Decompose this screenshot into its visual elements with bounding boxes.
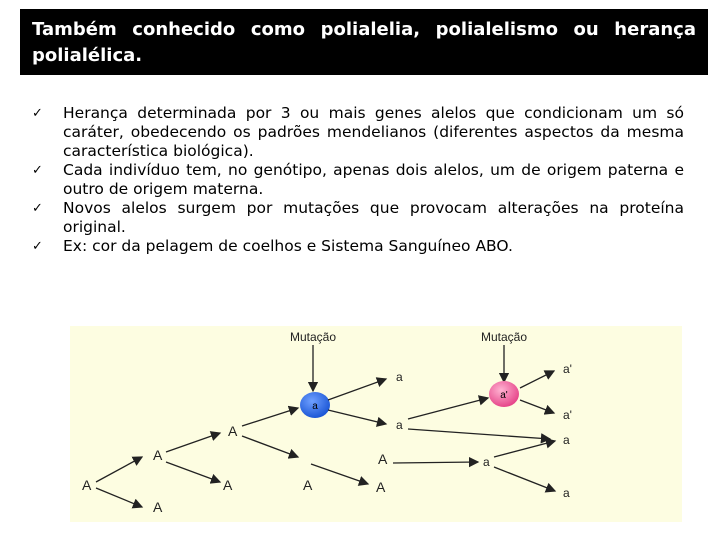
bullet-item [30,161,684,199]
branch-arrow [393,462,478,463]
bullet-text: Ex: cor da pelagem de coelhos e Sistema Sanguíneo ABO. [63,237,513,255]
branch-arrow [96,457,142,482]
allele-mutation-diagram [70,326,682,522]
branch-arrow [520,371,554,388]
bullet-item [30,237,684,256]
allele-label: A [223,477,233,493]
allele-label: a' [563,362,572,376]
branch-arrow [408,398,488,419]
allele-label: a [396,418,403,432]
allele-label: A [228,423,238,439]
allele-label: a [396,370,403,384]
bullet-item [30,199,684,237]
allele-label: a [483,455,490,469]
bullet-list [30,104,684,256]
branch-arrow [494,467,555,491]
branch-arrow [242,436,298,457]
slide-title-text: Também conhecido como polialelia, polialelismo ou herança polialélica. [32,19,696,66]
branch-arrow [408,429,550,439]
bullet-text: Novos alelos surgem por mutações que provocam alterações na proteína original. [63,199,684,236]
slide-title [20,9,708,75]
circle-label: a [312,401,318,412]
branch-arrow [166,462,220,482]
allele-label: a' [563,408,572,422]
bullet-text: Cada indivíduo tem, no genótipo, apenas dois alelos, um de origem paterna e outro de origem materna. [63,161,684,198]
bullet-text: Herança determinada por 3 ou mais genes alelos que condicionam um só caráter, obedecendo os padrões mendelianos (diferentes aspectos da mesma característica biológica). [63,104,684,160]
check-icon: ✓ [32,106,43,121]
mutation-label: Mutação [289,330,337,344]
allele-label: a [563,433,570,447]
allele-label: A [378,451,388,467]
circle-label: a' [500,390,508,401]
diagram-svg [70,326,682,522]
check-icon: ✓ [32,239,43,254]
branch-arrow [520,400,554,413]
allele-label: A [82,477,92,493]
allele-label: A [153,447,163,463]
branch-arrow [328,379,386,400]
bullet-item [30,104,684,161]
branch-arrow [96,488,142,507]
branch-arrow [166,433,220,452]
mutation-label: Mutação [480,330,528,344]
branch-arrow [242,408,298,426]
allele-label: A [303,477,313,493]
check-icon: ✓ [32,201,43,216]
check-icon: ✓ [32,163,43,178]
allele-label: a [563,486,570,500]
branch-arrow [328,410,386,424]
branch-arrow [311,464,368,484]
branch-arrow [494,441,555,457]
allele-label: A [376,479,386,495]
allele-label: A [153,499,163,515]
